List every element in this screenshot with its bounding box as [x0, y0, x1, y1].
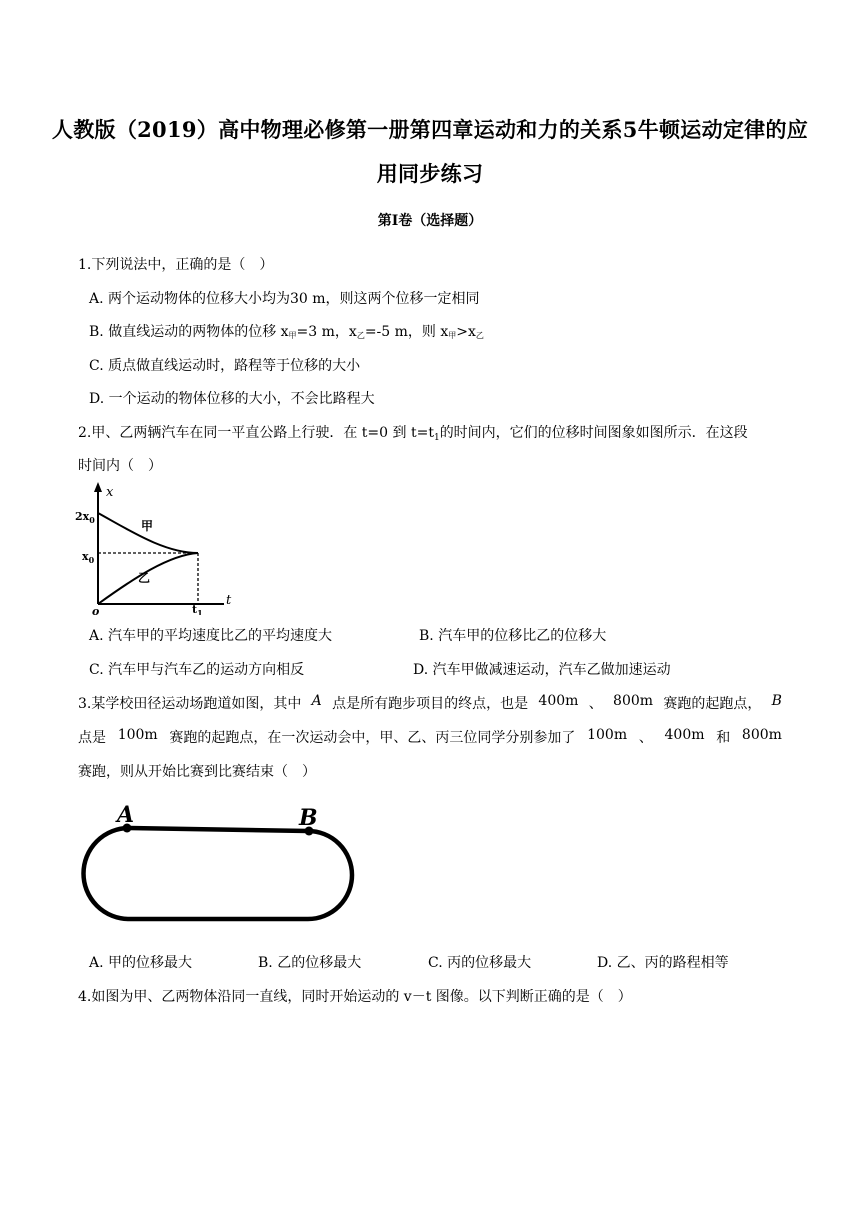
q3-option-b: B. 乙的位移最大 [258, 955, 362, 971]
q3-track-diagram [72, 795, 362, 930]
q1-stem: 1.下列说法中，正确的是（ ） [78, 257, 274, 273]
y-axis-label: x [106, 485, 114, 500]
q3-stem-line-2: 点是 100m 赛跑的起跑点，在一次运动会中，甲、乙、丙三位同学分别参加了 100m 、 400m 和 800m [78, 727, 782, 746]
point-b-label: B [299, 805, 318, 831]
curve-yi-label: 乙 [138, 571, 151, 585]
q1-option-d: D. 一个运动的物体位移的大小，不会比路程大 [89, 391, 375, 407]
q3-option-a: A. 甲的位移最大 [89, 955, 193, 971]
origin-label: o [92, 605, 100, 615]
q2-stem-line-1: 2.甲、乙两辆汽车在同一平直公路上行驶．在 t=0 到 $t=t_1$的时间内，它们的位移时间图象如图所示．在这段 [78, 425, 748, 443]
y-tick-2x0: $2x_0$ [75, 510, 95, 525]
q1-option-b: B. 做直线运动的两物体的位移 $x_甲=3$ m，$x_乙=-5$ m，则 $x_甲>x_乙$ [89, 324, 484, 340]
q2-option-c: C. 汽车甲与汽车乙的运动方向相反 [89, 662, 305, 678]
q1-option-a: A. 两个运动物体的位移大小均为30 m，则这两个位移一定相同 [89, 291, 480, 307]
q3-option-c: C. 丙的位移最大 [428, 955, 532, 971]
curve-jia-label: 甲 [141, 519, 154, 533]
document-title-line-1: 人教版（2019）高中物理必修第一册第四章运动和力的关系5牛顿运动定律的应 [51, 117, 809, 142]
q2-option-b: B. 汽车甲的位移比乙的位移大 [419, 628, 607, 644]
point-a-label: A [117, 802, 135, 828]
q2-stem-line-2: 时间内（ ） [78, 458, 162, 474]
q2-position-time-graph [74, 480, 244, 615]
q3-stem-line-3: 赛跑，则从开始比赛到比赛结束（ ） [78, 764, 316, 780]
q3-stem-line-1: 3.某学校田径运动场跑道如图，其中 A 点是所有跑步项目的终点，也是 400m 、 800m 赛跑的起跑点， B [78, 693, 782, 712]
x-tick-t1: $t_1$ [192, 603, 203, 615]
y-tick-x0: $x_0$ [82, 550, 95, 565]
running-track [84, 828, 353, 919]
q3-option-d: D. 乙、丙的路程相等 [597, 955, 729, 971]
q2-option-a: A. 汽车甲的平均速度比乙的平均速度大 [89, 628, 333, 644]
x-axis-label: t [226, 593, 232, 608]
q1-option-c: C. 质点做直线运动时，路程等于位移的大小 [89, 358, 361, 374]
q4-stem: 4.如图为甲、乙两物体沿同一直线，同时开始运动的 v－t 图像。以下判断正确的是（ ） [78, 989, 632, 1005]
document-title-line-2: 用同步练习 [376, 161, 484, 186]
section-heading: 第I卷（选择题） [377, 213, 483, 229]
q2-option-d: D. 汽车甲做减速运动，汽车乙做加速运动 [413, 662, 671, 678]
